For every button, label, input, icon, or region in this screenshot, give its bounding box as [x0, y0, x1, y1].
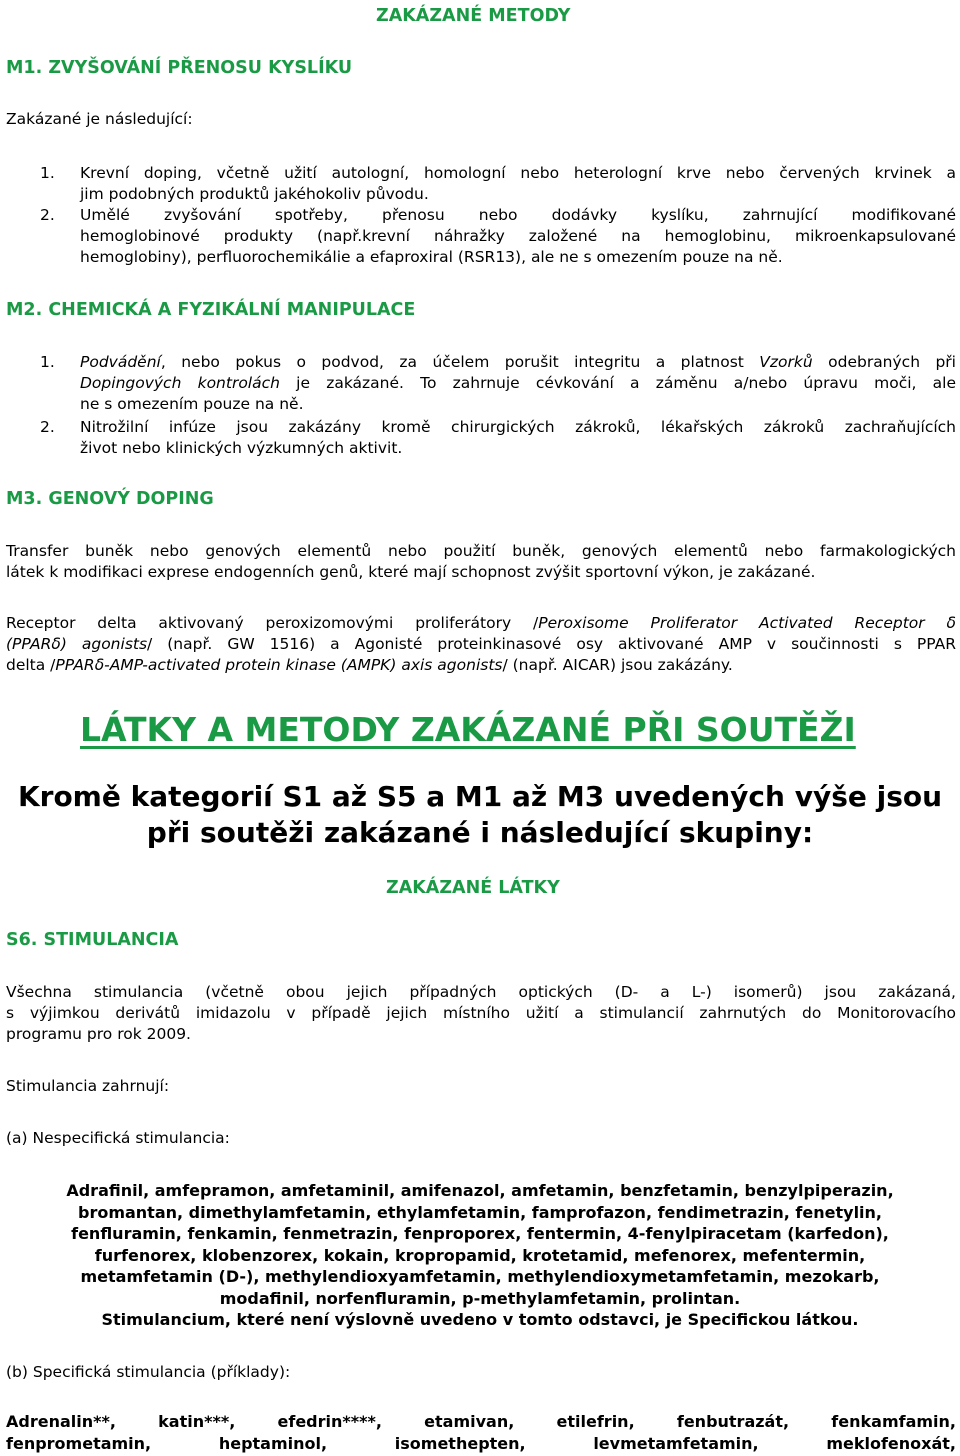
list-a-line: Stimulancium, které není výslovně uvedeno v tomto odstavci, je Specifickou látkou.: [101, 1310, 859, 1329]
m1-intro: Zakázané je následující:: [6, 110, 193, 128]
s6-paragraph-1: [6, 982, 956, 1045]
m2-item-1-number: 1.: [40, 353, 55, 371]
m3-p2-text-1: Receptor delta aktivovaný peroxizomovými proliferátory /: [6, 614, 539, 632]
m3-paragraph-2-line-2: [6, 634, 956, 655]
s6-list-b: [6, 1411, 956, 1455]
term-podvadeni: Podvádění: [80, 353, 161, 371]
m2-item-1-text-3: je zakázané. To zahrnuje cévkování a záměnu a/nebo úpravu moči, ale: [279, 374, 956, 392]
list-b-line: Adrenalin**, katin***, efedrin****, etamivan, etilefrin, fenbutrazát, fenkamfamin,: [6, 1412, 956, 1431]
s6-includes: Stimulancia zahrnují:: [6, 1077, 170, 1095]
m2-item-2: [80, 417, 956, 459]
s6-sub-a: (a) Nespecifická stimulancia:: [6, 1129, 230, 1147]
m2-item-1-line-2: [80, 373, 956, 394]
term-vzorku: Vzorků: [759, 353, 813, 371]
m2-item-2-line-2: život nebo klinických výzkumných aktivit.: [80, 439, 403, 457]
m2-item-1-text-1: , nebo pokus o podvod, za účelem porušit integritu a platnost: [160, 353, 760, 371]
competition-title: LÁTKY A METODY ZAKÁZANÉ PŘI SOUTĚŽI: [80, 710, 856, 749]
competition-subtitle: [0, 779, 960, 851]
s6-list-a: [0, 1180, 960, 1331]
list-a-line: metamfetamin (D-), methylendioxyamfetamin, methylendioxymetamfetamin, mezokarb,: [80, 1267, 880, 1286]
s6-paragraph-1-line-2: s výjimkou derivátů imidazolu v případě jejich místního užití a stimulancií zahrnutých do Monitorovacího: [6, 1004, 956, 1022]
m3-p2-term-3: PPARδ-AMP-activated protein kinase (AMPK) axis agonists: [55, 656, 503, 674]
s6-paragraph-1-line-3: programu pro rok 2009.: [6, 1025, 191, 1043]
m2-item-1-line-1: [80, 352, 956, 373]
m1-item-2: [80, 205, 956, 268]
section-label: ZAKÁZANÉ LÁTKY: [386, 878, 560, 898]
m3-p2-text-3: delta /: [6, 656, 56, 674]
m3-paragraph-2-line-3: [6, 655, 956, 676]
m3-paragraph-1: [6, 541, 956, 583]
m2-item-2-number: 2.: [40, 418, 55, 436]
competition-subtitle-line-2: při soutěži zakázané i následující skupiny:: [146, 816, 814, 849]
m2-heading: M2. CHEMICKÁ A FYZIKÁLNÍ MANIPULACE: [6, 300, 416, 320]
m3-paragraph-1-line-2: látek k modifikaci exprese endogenních genů, které mají schopnost zvýšit sportovní výkon, je zakázané.: [6, 563, 816, 581]
m3-paragraph-2: [6, 613, 956, 676]
m3-paragraph-2-line-1: [6, 613, 956, 634]
top-title: ZAKÁZANÉ METODY: [376, 6, 571, 26]
m1-heading: M1. ZVYŠOVÁNÍ PŘENOSU KYSLÍKU: [6, 58, 353, 78]
list-a-line: Adrafinil, amfepramon, amfetaminil, amifenazol, amfetamin, benzfetamin, benzylpiperazin,: [66, 1181, 894, 1200]
list-a-line: furfenorex, klobenzorex, kokain, kropropamid, krotetamid, mefenorex, mefentermin,: [94, 1245, 866, 1265]
m2-item-1-line-3: ne s omezením pouze na ně.: [80, 395, 304, 413]
m2-item-1-text-2: odebraných při: [812, 353, 956, 371]
s6-paragraph-1-line-1: Všechna stimulancia (včetně obou jejich případných optických (D- a L-) isomerů) jsou zakázaná,: [6, 983, 956, 1001]
s6-heading: S6. STIMULANCIA: [6, 930, 179, 950]
m3-p2-term-1: Peroxisome Proliferator Activated Receptor δ: [538, 614, 956, 632]
m3-paragraph-1-line-1: Transfer buněk nebo genových elementů nebo použití buněk, genových elementů nebo farmakologických: [6, 542, 956, 560]
s6-sub-b: (b) Specifická stimulancia (příklady):: [6, 1363, 291, 1381]
m1-item-2-line-2: hemoglobinové produkty (např.krevní náhražky založené na hemoglobinu, mikroenkapsulované: [80, 227, 956, 245]
term-dopingovych-kontrolach: Dopingových kontrolách: [80, 374, 280, 392]
m1-item-2-line-3: hemoglobiny), perfluorochemikálie a efaproxiral (RSR13), ale ne s omezením pouze na ně.: [80, 248, 783, 266]
competition-subtitle-line-1: Kromě kategorií S1 až S5 a M1 až M3 uvedených výše jsou: [17, 780, 943, 813]
m3-p2-text-4: / (např. AICAR) jsou zakázány.: [502, 656, 733, 674]
list-a-line: bromantan, dimethylamfetamin, ethylamfetamin, famprofazon, fendimetrazin, fenetylin,: [77, 1202, 882, 1222]
list-b-line: fenprometamin, heptaminol, isomethepten, levmetamfetamin, meklofenoxát,: [6, 1434, 956, 1453]
m3-heading: M3. GENOVÝ DOPING: [6, 489, 214, 509]
m1-item-1-line-1: Krevní doping, včetně užití autologní, homologní nebo heterologní krve nebo červených krvinek a: [80, 164, 956, 182]
m1-item-2-line-1: Umělé zvyšování spotřeby, přenosu nebo dodávky kyslíku, zahrnující modifikované: [80, 206, 956, 224]
m3-p2-text-2: / (např. GW 1516) a Agonisté proteinkinasové osy aktivované AMP v součinnosti s PPAR: [147, 635, 956, 653]
m1-item-2-number: 2.: [40, 206, 55, 224]
m2-item-2-line-1: Nitrožilní infúze jsou zakázány kromě chirurgických zákroků, lékařských zákroků zachraňujících: [80, 418, 956, 436]
list-a-line: modafinil, norfenfluramin, p-methylamfetamin, prolintan.: [219, 1288, 741, 1308]
list-a-line: fenfluramin, fenkamin, fenmetrazin, fenproporex, fentermin, 4-fenylpiracetam (karfedon),: [71, 1224, 889, 1243]
m3-p2-term-2: (PPARδ) agonists: [6, 635, 148, 653]
m1-item-1: [80, 163, 956, 205]
m2-item-1: [80, 352, 956, 415]
m1-item-1-number: 1.: [40, 164, 55, 182]
m1-item-1-line-2: jim podobných produktů jakéhokoliv původu.: [80, 185, 429, 203]
